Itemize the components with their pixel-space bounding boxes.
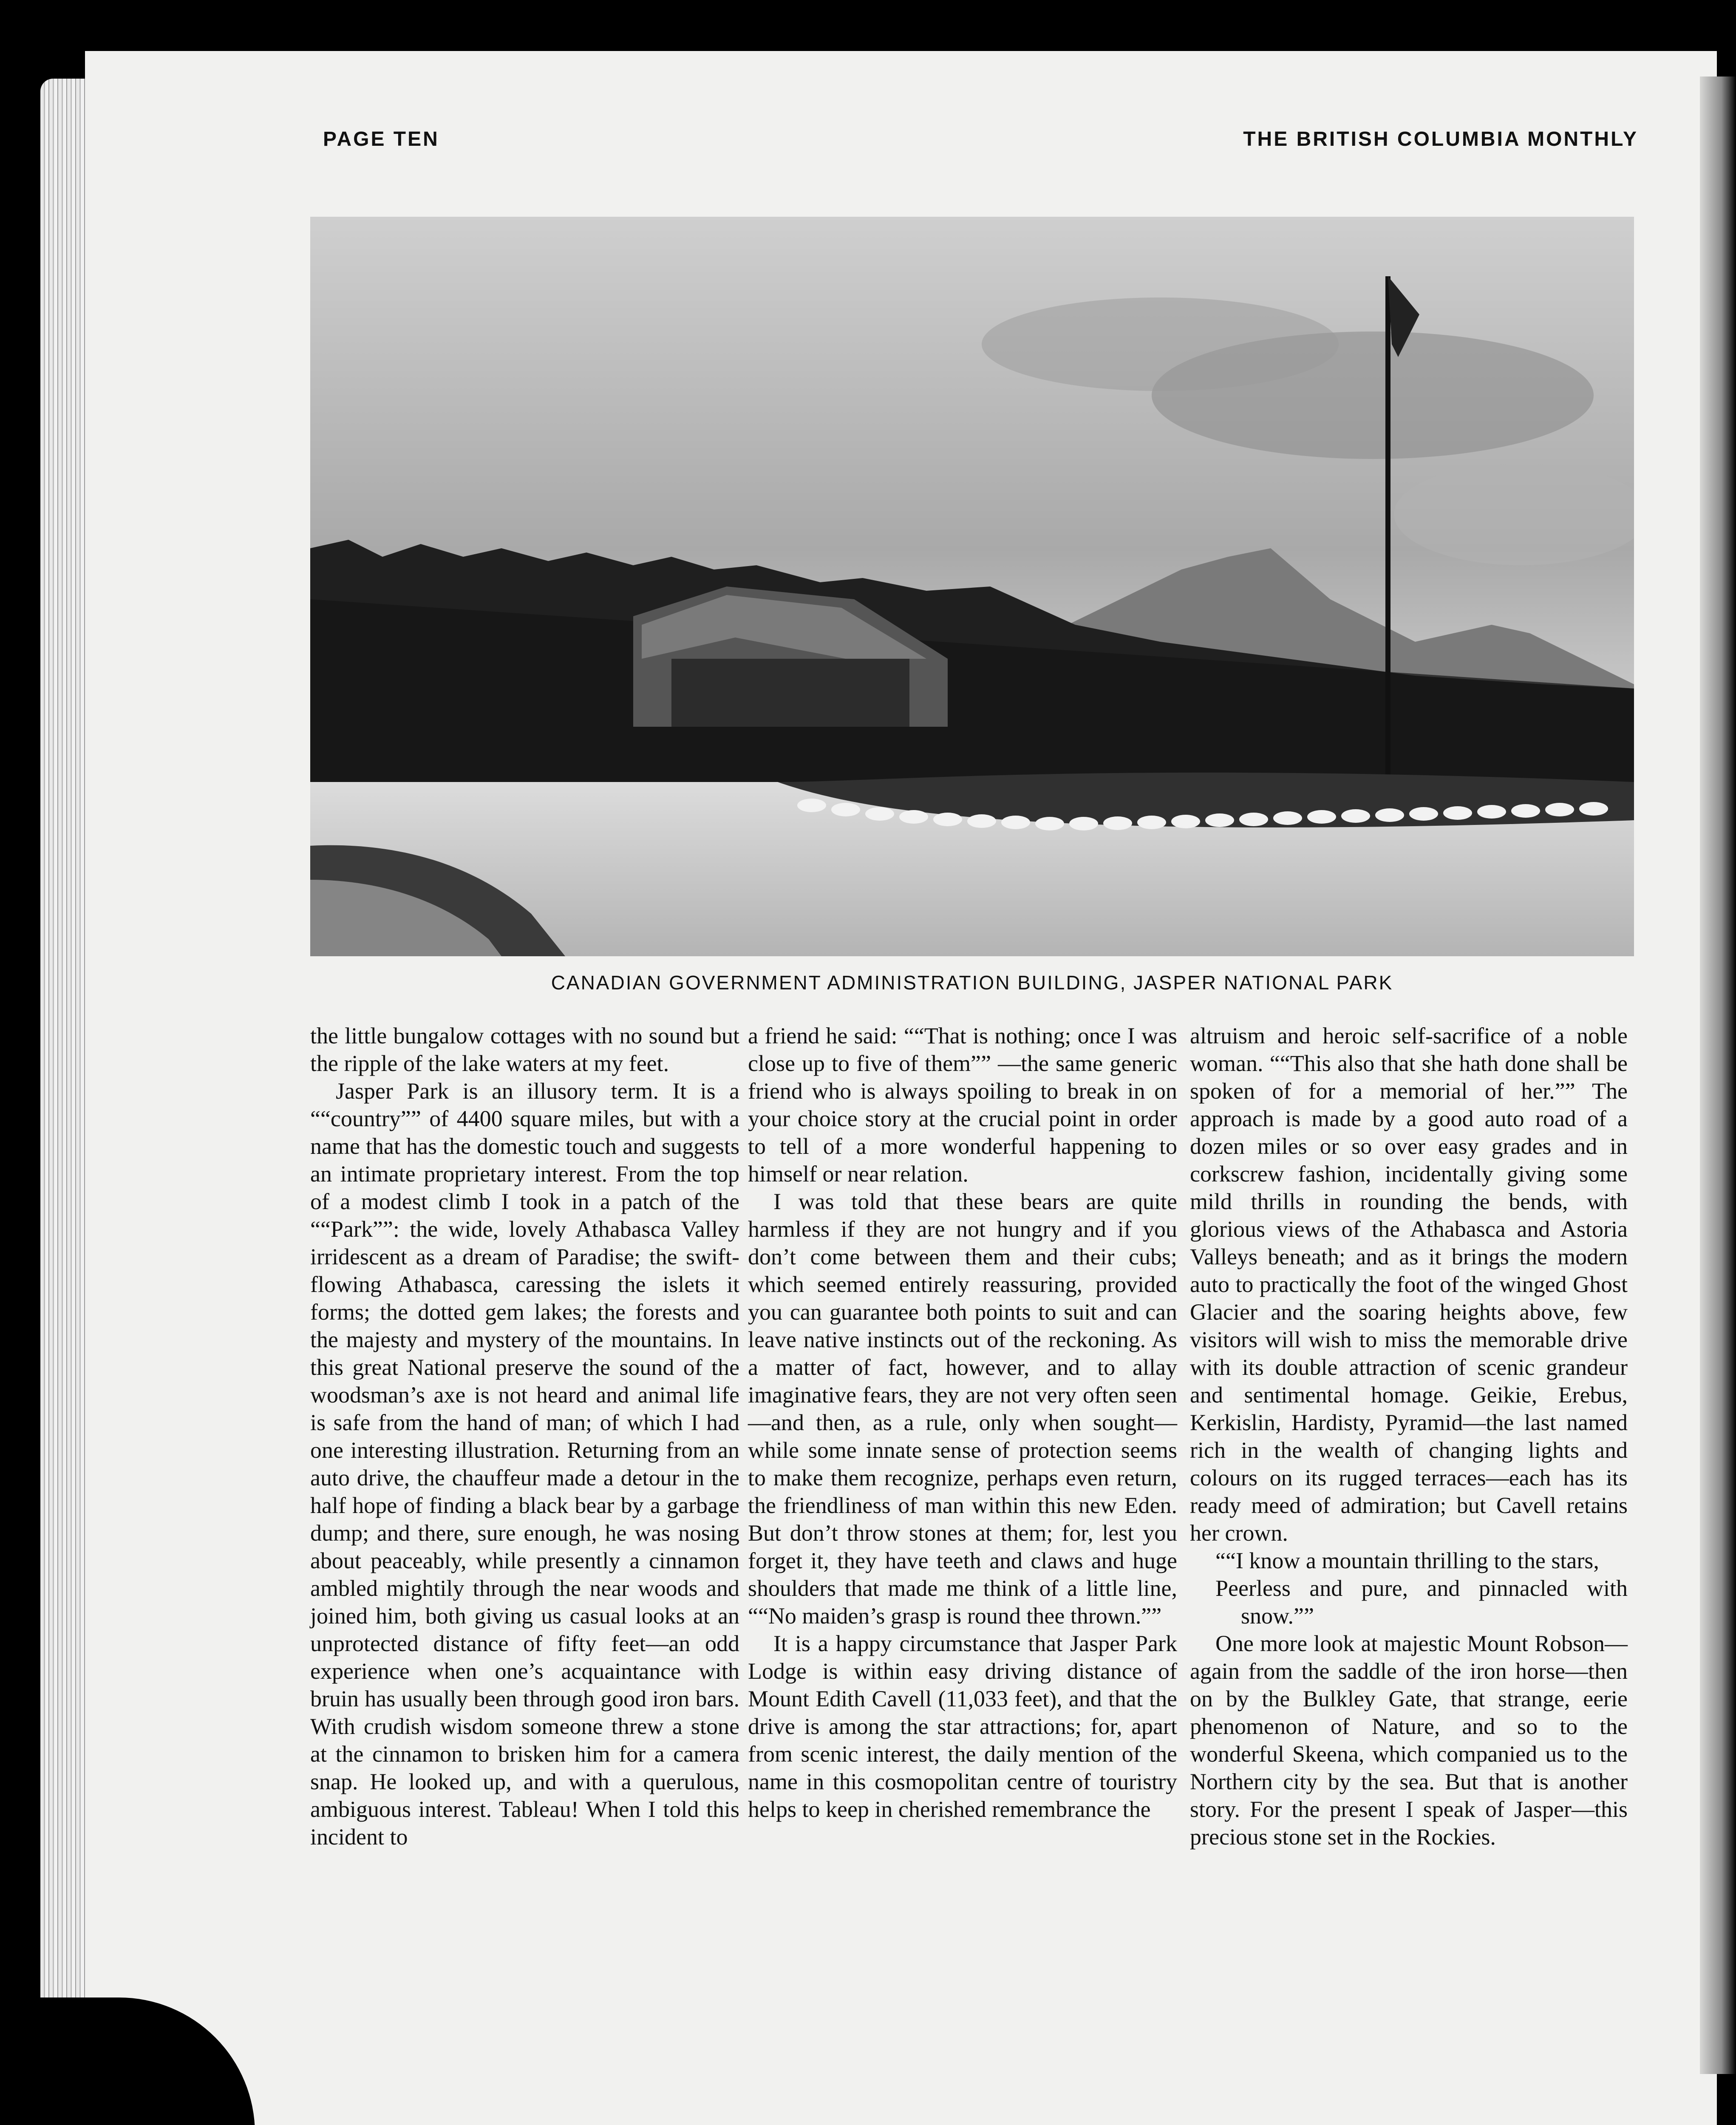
photograph: [310, 217, 1634, 956]
paragraph: Jasper Park is an illusory term. It is a ““country”” of 4400 square miles, but with a name that has the domestic touch and suggests an intimate proprietary interest. From the top of a modest climb I took in a patch of the ““Park””: the wide, lovely Athabasca Valley irridescent as a dream of Paradise; the swift-flowing Athabasca, caressing the islets it forms; the dotted gem lakes; the forests and the majesty and mystery of the mountains. In this great National preserve the sound of the woodsman’s axe is not heard and animal life is safe from the hand of man; of which I had one interesting illustration. Returning from an auto drive, the chauffeur made a detour in the half hope of finding a black bear by a garbage dump; and there, sure enough, he was nosing about peaceably, while presently a cinnamon ambled mightily through the near woods and joined him, both giving us casual looks at an unprotected distance of fifty feet—an odd experience when one’s acquaintance with bruin has usually been through good iron bars. With crudish wisdom someone threw a stone at the cinnamon to brisken him for a camera snap. He looked up, and with a querulous, ambiguous interest. Tableau! When I told this incident to: [310, 1078, 739, 1850]
photograph-image: [310, 217, 1634, 956]
paragraph: One more look at majestic Mount Robson—again from the saddle of the iron horse—then on by the Bulkley Gate, that strange, eerie phenomenon of Nature, and so to the wonderful Skeena, which companied us to the Northern city by the sea. But that is another story. For the present I speak of Jasper—this precious stone set in the Rockies.: [1190, 1631, 1628, 1850]
poem-line: Peerless and pure, and pinnacled with snow.””: [1215, 1575, 1628, 1629]
publication-title: THE BRITISH COLUMBIA MONTHLY: [1243, 128, 1638, 150]
paragraph: It is a happy circumstance that Jasper Park Lodge is within easy driving distance of Mount Edith Cavell (11,033 feet), and that the drive is among the star attractions; for, apart from scenic interest, the daily mention of the name in this cosmopolitan centre of touristry helps to keep in cherished remembrance the: [748, 1631, 1177, 1822]
text-column-3: [1190, 1022, 1628, 1851]
page-number-label: PAGE TEN: [323, 128, 439, 150]
page-curl: [1700, 76, 1736, 2074]
poem-quote: [1190, 1547, 1628, 1630]
text-column-2: [748, 1022, 1177, 1823]
photo-caption: CANADIAN GOVERNMENT ADMINISTRATION BUILDING, JASPER NATIONAL PARK: [551, 972, 1393, 994]
text-column-1: [310, 1022, 739, 1851]
paragraph: a friend he said: ““That is nothing; once I was close up to five of them”” —the same generic friend who is always spoiling to break in on your choice story at the crucial point in order to tell of a more wonderful happening to himself or near relation.: [748, 1023, 1177, 1187]
poem-line: ““I know a mountain thrilling to the stars,: [1215, 1548, 1599, 1573]
paragraph: the little bungalow cottages with no sound but the ripple of the lake waters at my feet.: [310, 1023, 739, 1076]
paragraph: I was told that these bears are quite harmless if they are not hungry and if you don’t come between them and their cubs; which seemed entirely reassuring, provided you can guarantee both points to suit and can leave native instincts out of the reckoning. As a matter of fact, however, and to allay imaginative fears, they are not very often seen—and then, as a rule, only when sought—while some innate sense of protection seems to make them recognize, perhaps even return, the friendliness of man within this new Eden. But don’t throw stones at them; for, lest you forget it, they have teeth and claws and huge shoulders that made me think of a little line, ““No maiden’s grasp is round thee thrown.””: [748, 1189, 1177, 1629]
paragraph: altruism and heroic self-sacrifice of a noble woman. ““This also that she hath done shall be spoken of for a memorial of her.”” The approach is made by a good auto road of a dozen miles or so over easy grades and in corkscrew fashion, incidentally giving some mild thrills in rounding the bends, with glorious views of the Athabasca and Astoria Valleys beneath; and as it brings the modern auto to practically the foot of the winged Ghost Glacier and the soaring heights above, few visitors will wish to miss the memorable drive with its double attraction of scenic grandeur and sentimental homage. Geikie, Erebus, Kerkislin, Hardisty, Pyramid—the last named rich in the wealth of changing lights and colours on its rugged terraces—each has its ready meed of admiration; but Cavell retains her crown.: [1190, 1023, 1628, 1546]
